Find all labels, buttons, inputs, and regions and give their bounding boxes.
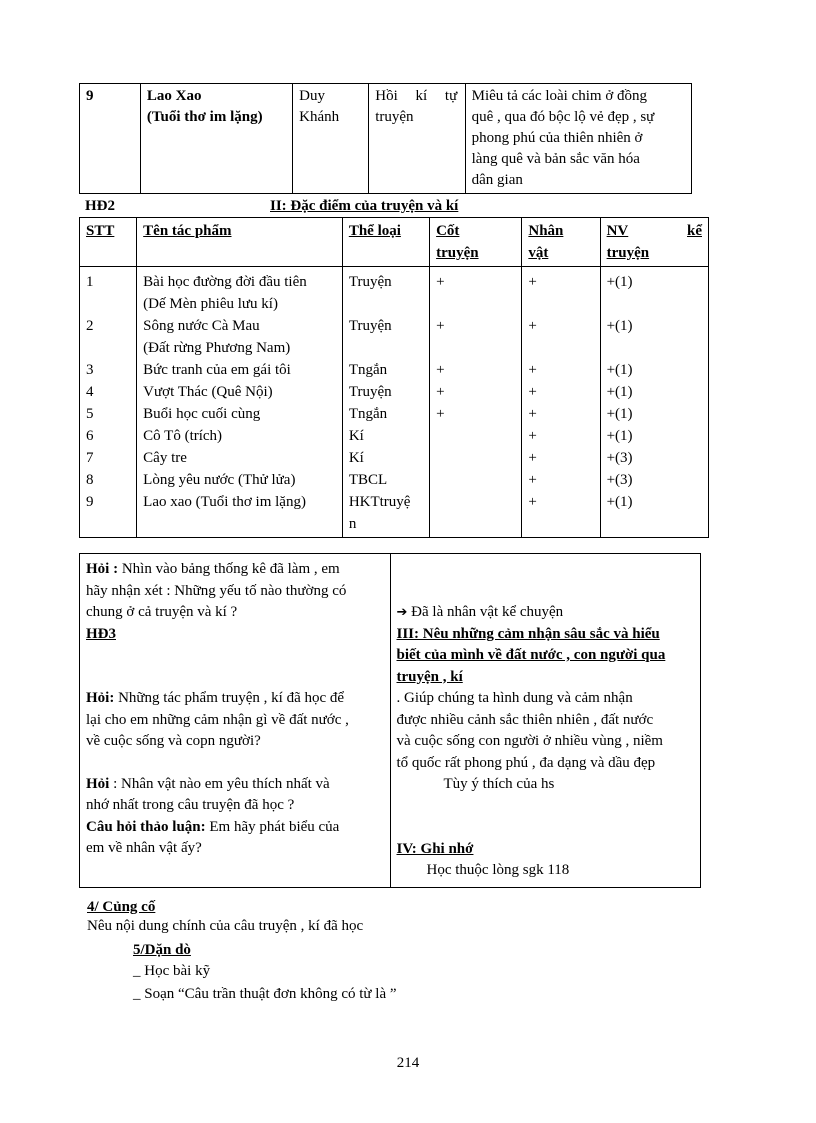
header-stt: STT [80, 218, 137, 267]
genre-value: TBCL [348, 472, 388, 488]
section-title [270, 198, 458, 215]
narrator-value: +(1) [606, 406, 633, 422]
narrator-value: +(1) [606, 274, 633, 290]
work-name: Sông nước Cà Mau [143, 318, 260, 334]
question-1 [86, 559, 384, 581]
character-mark: + [528, 318, 537, 334]
table-body-row [80, 267, 709, 538]
section-heading-cung-co: 4/ Củng cố [87, 899, 156, 915]
narrator-value: +(3) [606, 472, 633, 488]
author-cell [293, 84, 369, 194]
character-mark: + [528, 384, 537, 400]
work-title: Lao Xao [146, 88, 202, 104]
dan-do-item: _ Soạn “Câu trần thuật đơn không có từ là ” [133, 986, 397, 1002]
genre-value: HKTtruyệ [348, 494, 411, 510]
plot-mark: + [436, 362, 445, 378]
work-name: Cây tre [143, 450, 187, 466]
answer-text: Đã là nhân vật kể chuyện [407, 604, 564, 620]
character-mark: + [528, 274, 537, 290]
narrator-value: +(1) [606, 428, 633, 444]
question-4 [86, 817, 384, 839]
row-number: 4 [86, 384, 94, 400]
genre-value: Kí [348, 450, 364, 466]
genre-cell [369, 84, 465, 194]
question-text: hãy nhận xét : Những yếu tố nào thường có [86, 582, 347, 599]
work-name: Vượt Thác (Quê Nội) [143, 384, 273, 400]
character-mark: + [528, 472, 537, 488]
content-line: phong phú của thiên nhiên ở [471, 130, 643, 146]
header-narrator [600, 218, 708, 267]
narrator-value: +(1) [606, 384, 633, 400]
character-mark: + [528, 406, 537, 422]
row-number: 9 [80, 84, 141, 194]
header-character-line: vật [528, 245, 549, 261]
work-name: Lòng yêu nước (Thử lửa) [143, 472, 296, 488]
question-label: Câu hỏi thảo luận: [86, 818, 206, 835]
row-number: 8 [86, 472, 94, 488]
author-line: Khánh [299, 109, 340, 125]
plot-mark [436, 447, 515, 469]
header-character-line: Nhân [528, 223, 564, 239]
row-number: 7 [86, 450, 94, 466]
table-row [80, 554, 701, 888]
answer-1 [397, 602, 695, 624]
header-plot [430, 218, 522, 267]
question-3 [86, 774, 384, 796]
header-character [522, 218, 600, 267]
section-title-text: II: Đặc điểm của truyện và kí [270, 198, 459, 214]
character-mark: + [528, 362, 537, 378]
genre-value: Kí [348, 428, 364, 444]
section-heading: IV: Ghi nhớ [396, 840, 474, 857]
header-plot-line: Cốt [436, 223, 460, 239]
activity-label-hd3: HĐ3 [86, 625, 116, 642]
plot-mark: + [436, 384, 445, 400]
genre-value: Tngắn [348, 362, 388, 378]
table-header-row [80, 218, 709, 267]
row-number: 6 [86, 428, 94, 444]
question-label: Hỏi : [86, 561, 119, 577]
plot-mark: + [436, 318, 445, 334]
work-title-cell [140, 84, 292, 194]
section-heading-dan-do: 5/Dặn dò [133, 942, 191, 958]
question-label: Hỏi [86, 775, 110, 792]
content-line: dân gian [471, 172, 523, 188]
column-stt [80, 267, 137, 538]
row-number: 5 [86, 406, 94, 422]
genre-line: truyện [375, 109, 414, 125]
column-plot [430, 267, 522, 538]
genre-value: Tngắn [348, 406, 388, 422]
header-narrator-line: kể [687, 223, 702, 239]
author-line: Duy [299, 88, 325, 104]
content-line: Miêu tả các loài chim ở đồng [471, 88, 648, 104]
answer-text: Học thuộc lòng sgk 118 [426, 862, 570, 878]
narrator-value: +(1) [606, 494, 633, 510]
work-name: Bài học đường đời đầu tiên [143, 274, 307, 290]
plot-mark [436, 469, 515, 491]
character-mark: + [528, 494, 537, 510]
genre-value: Truyện [348, 318, 392, 334]
narrator-value: +(3) [606, 450, 633, 466]
work-summary-table [79, 83, 692, 194]
questions-answers-table [79, 553, 701, 888]
character-mark: + [528, 428, 537, 444]
page-number: 214 [396, 1055, 420, 1071]
activity-label-hd2: HĐ2 [85, 198, 115, 214]
header-genre: Thể loại [342, 218, 429, 267]
character-mark: + [528, 450, 537, 466]
question-text: em về nhân vật ấy? [86, 840, 202, 856]
question-text: Những tác phẩm truyện , kí đã học để [114, 690, 345, 706]
content-cell [465, 84, 691, 194]
section-heading: III: Nêu những cảm nhận sâu sắc và hiểu [396, 625, 660, 642]
plot-mark [436, 425, 515, 447]
section-heading: biết của mình về đất nước , con người qua [396, 647, 666, 663]
header-plot-line: truyện [436, 245, 479, 261]
work-name: Buổi học cuối cùng [143, 406, 261, 422]
plot-mark [436, 491, 515, 513]
genre-line: Hồi kí tự [375, 88, 458, 104]
work-subtitle: (Tuổi thơ im lặng) [146, 109, 263, 125]
work-name: Lao xao (Tuổi thơ im lặng) [143, 494, 306, 510]
genre-value: Truyện [348, 384, 392, 400]
column-name [137, 267, 343, 538]
row-number: 9 [86, 494, 94, 510]
answer-text: . Giúp chúng ta hình dung và cảm nhận [396, 690, 633, 706]
genre-value: n [348, 516, 357, 532]
answers-column [390, 554, 701, 888]
content-line: làng quê và bản sắc văn hóa [471, 151, 640, 167]
question-text: nhớ nhất trong câu truyện đã học ? [86, 797, 295, 813]
row-number: 3 [86, 362, 94, 378]
question-text: lại cho em những cảm nhận gì về đất nước , [86, 711, 349, 728]
header-name: Tên tác phẩm [137, 218, 343, 267]
question-text: Nhìn vào bảng thống kê đã làm , em [118, 561, 340, 577]
section-heading: truyện , kí [396, 668, 463, 685]
arrow-right-icon: ➔ [396, 605, 408, 620]
header-narrator-line: NV [606, 223, 629, 239]
row-number: 1 [86, 274, 94, 290]
work-name: (Dế Mèn phiêu lưu kí) [143, 296, 278, 312]
genre-value: Truyện [348, 274, 392, 290]
cung-co-description: Nêu nội dung chính của câu truyện , kí đã học [87, 918, 364, 934]
narrator-value: +(1) [606, 362, 633, 378]
answer-text: tổ quốc rất phong phú , đa dạng và dầu đẹp [396, 754, 656, 771]
question-text: về cuộc sống và copn người? [86, 733, 261, 749]
answer-text: Tùy ý thích của hs [443, 776, 555, 792]
content-line: quê , qua đó bộc lộ vẻ đẹp , sự [471, 109, 655, 125]
question-2 [86, 688, 384, 710]
questions-column [80, 554, 391, 888]
answer-text: và cuộc sống con người ở nhiều vùng , niềm [396, 733, 663, 749]
work-name: Bức tranh của em gái tôi [143, 362, 291, 378]
row-number: 2 [86, 318, 94, 334]
question-text: : Nhân vật nào em yêu thích nhất và [109, 775, 330, 792]
narrator-value: +(1) [606, 318, 633, 334]
column-narrator [600, 267, 708, 538]
table-row [80, 84, 692, 194]
question-text: Em hãy phát biểu của [205, 818, 340, 835]
plot-mark: + [436, 274, 445, 290]
header-narrator-line: truyện [606, 245, 650, 261]
work-name: (Đất rừng Phương Nam) [143, 340, 291, 356]
dan-do-item: _ Học bài kỹ [133, 963, 211, 979]
question-text: chung ở cả truyện và kí ? [86, 604, 238, 620]
plot-mark: + [436, 406, 445, 422]
column-genre [342, 267, 429, 538]
comparison-table [79, 217, 709, 538]
question-label: Hỏi: [86, 690, 115, 706]
work-name: Cô Tô (trích) [143, 428, 223, 444]
column-character [522, 267, 600, 538]
answer-text: được nhiều cảnh sắc thiên nhiên , đất nước [396, 711, 654, 728]
